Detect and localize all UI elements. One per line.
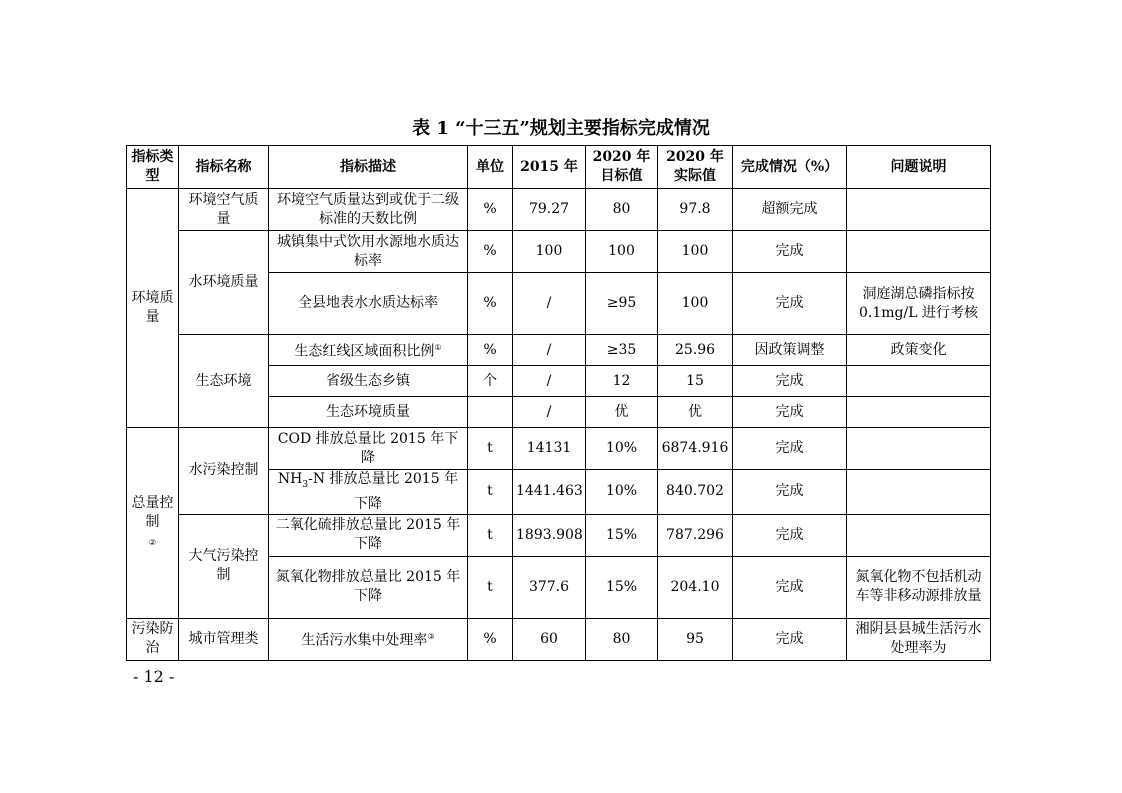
row-unit: %	[468, 618, 513, 660]
row-note	[847, 231, 991, 273]
row-status: 完成	[733, 514, 847, 556]
table-title: 表 1 “十三五”规划主要指标完成情况	[412, 118, 710, 139]
row-note	[847, 366, 991, 397]
row-desc-post: -N 排放总量比 2015 年下降	[308, 471, 459, 512]
row-target: ≥35	[586, 335, 658, 366]
table-row	[127, 231, 991, 273]
row-2015: /	[513, 366, 586, 397]
header-note: 问题说明	[847, 146, 991, 189]
row-2015: 79.27	[513, 189, 586, 231]
row-note	[847, 470, 991, 515]
row-note	[847, 189, 991, 231]
group-pollution: 污染防治	[127, 618, 179, 660]
row-target: 80	[586, 618, 658, 660]
row-desc: 城镇集中式饮用水源地水质达标率	[269, 231, 468, 273]
row-desc: 二氧化硫排放总量比 2015 年下降	[269, 514, 468, 556]
row-desc: 氮氧化物排放总量比 2015 年下降	[269, 556, 468, 618]
row-unit: 个	[468, 366, 513, 397]
row-note	[847, 428, 991, 470]
row-desc: 生态环境质量	[269, 397, 468, 428]
row-unit: t	[468, 514, 513, 556]
row-note: 氮氧化物不包括机动车等非移动源排放量	[847, 556, 991, 618]
row-2015: 14131	[513, 428, 586, 470]
row-status: 完成	[733, 397, 847, 428]
row-actual: 100	[658, 231, 733, 273]
row-actual: 840.702	[658, 470, 733, 515]
row-status: 完成	[733, 470, 847, 515]
row-target: 15%	[586, 514, 658, 556]
row-desc-sub: 3	[302, 479, 309, 490]
row-unit: %	[468, 189, 513, 231]
row-actual: 15	[658, 366, 733, 397]
row-status: 因政策调整	[733, 335, 847, 366]
row-status: 完成	[733, 231, 847, 273]
row-2015: 377.6	[513, 556, 586, 618]
subgroup-air: 环境空气质量	[179, 189, 269, 231]
row-status: 完成	[733, 366, 847, 397]
row-desc-pre: NH	[277, 471, 303, 487]
header-2015: 2015 年	[513, 146, 586, 189]
row-desc: 全县地表水水质达标率	[269, 273, 468, 335]
row-actual: 95	[658, 618, 733, 660]
row-note	[847, 514, 991, 556]
footnote-mark: ③	[427, 632, 435, 642]
row-2015: 60	[513, 618, 586, 660]
row-2015: 1441.463	[513, 470, 586, 515]
row-status: 超额完成	[733, 189, 847, 231]
group-total-label: 总量控制	[131, 494, 174, 530]
header-target: 2020 年目标值	[586, 146, 658, 189]
row-desc: 省级生态乡镇	[269, 366, 468, 397]
footnote-mark: ②	[148, 537, 157, 547]
group-total	[127, 428, 179, 619]
header-unit: 单位	[468, 146, 513, 189]
header-type: 指标类型	[127, 146, 179, 189]
row-actual: 97.8	[658, 189, 733, 231]
row-target: 10%	[586, 428, 658, 470]
row-target: ≥95	[586, 273, 658, 335]
row-target: 10%	[586, 470, 658, 515]
row-target: 15%	[586, 556, 658, 618]
row-actual: 204.10	[658, 556, 733, 618]
row-actual: 100	[658, 273, 733, 335]
header-row	[127, 146, 991, 189]
row-note: 湘阴县县城生活污水处理率为	[847, 618, 991, 660]
row-target: 优	[586, 397, 658, 428]
row-unit: %	[468, 335, 513, 366]
subgroup-air-poll: 大气污染控制	[179, 514, 269, 618]
row-desc-text: 生态红线区域面积比例	[294, 343, 435, 360]
row-unit: t	[468, 470, 513, 515]
page-number: - 12 -	[133, 667, 175, 686]
row-target: 12	[586, 366, 658, 397]
subgroup-eco: 生态环境	[179, 335, 269, 428]
table-row	[127, 618, 991, 660]
subgroup-water-poll: 水污染控制	[179, 428, 269, 515]
row-desc	[269, 335, 468, 366]
row-note	[847, 397, 991, 428]
row-actual: 6874.916	[658, 428, 733, 470]
row-desc: COD 排放总量比 2015 年下降	[269, 428, 468, 470]
row-target: 80	[586, 189, 658, 231]
row-desc: 环境空气质量达到或优于二级标准的天数比例	[269, 189, 468, 231]
footnote-mark: ①	[434, 343, 442, 353]
table-row	[127, 335, 991, 366]
row-desc-text: 生活污水集中处理率	[301, 633, 428, 650]
table-row	[127, 189, 991, 231]
header-name: 指标名称	[179, 146, 269, 189]
header-desc: 指标描述	[269, 146, 468, 189]
header-status: 完成情况（%）	[733, 146, 847, 189]
table-row	[127, 514, 991, 556]
row-note: 政策变化	[847, 335, 991, 366]
row-unit: %	[468, 231, 513, 273]
row-2015: /	[513, 273, 586, 335]
header-actual: 2020 年实际值	[658, 146, 733, 189]
subgroup-water: 水环境质量	[179, 231, 269, 335]
row-actual: 787.296	[658, 514, 733, 556]
indicator-table	[126, 145, 991, 661]
row-unit	[468, 397, 513, 428]
row-unit: t	[468, 428, 513, 470]
row-note: 洞庭湖总磷指标按 0.1mg/L 进行考核	[847, 273, 991, 335]
row-desc	[269, 470, 468, 515]
row-2015: /	[513, 397, 586, 428]
row-status: 完成	[733, 273, 847, 335]
subgroup-urban: 城市管理类	[179, 618, 269, 660]
group-env: 环境质量	[127, 189, 179, 428]
row-status: 完成	[733, 556, 847, 618]
row-unit: t	[468, 556, 513, 618]
row-target: 100	[586, 231, 658, 273]
row-2015: /	[513, 335, 586, 366]
row-2015: 1893.908	[513, 514, 586, 556]
row-desc	[269, 618, 468, 660]
row-status: 完成	[733, 428, 847, 470]
row-2015: 100	[513, 231, 586, 273]
row-status: 完成	[733, 618, 847, 660]
row-unit: %	[468, 273, 513, 335]
table-row	[127, 428, 991, 470]
row-actual: 25.96	[658, 335, 733, 366]
row-actual: 优	[658, 397, 733, 428]
